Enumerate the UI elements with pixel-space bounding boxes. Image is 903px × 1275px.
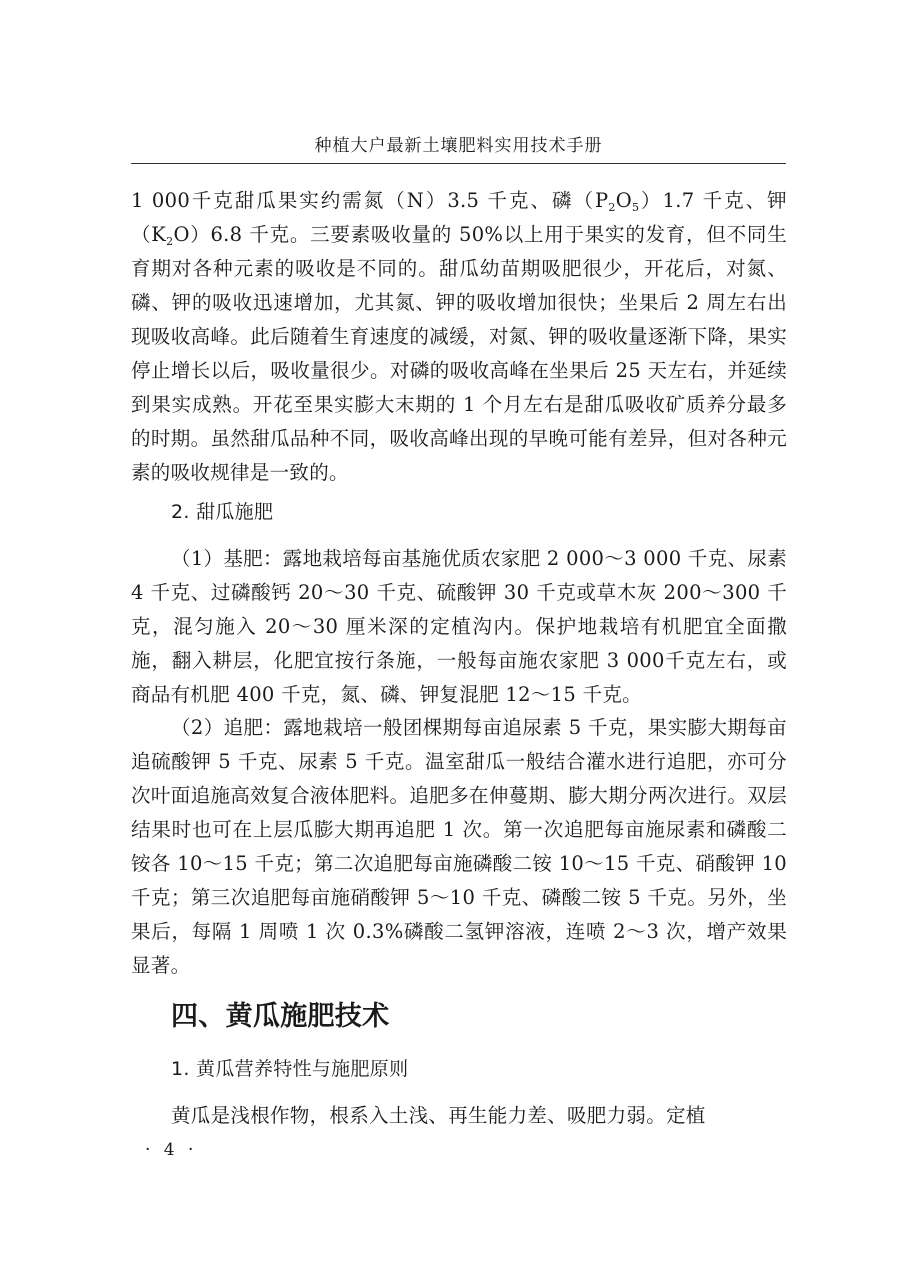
- top-dressing-text: （2）追肥：露地栽培一般团棵期每亩追尿素 5 千克，果实膨大期每亩追硫酸钾 5 千克、尿素 5 千克。温室甜瓜一般结合灌水进行追肥，亦可分次叶面追施高效复合液体肥料。追肥多在伸蔓期、膨大期分两次进行。双层结果时也可在上层瓜膨大期再追肥 1 次。第一次追肥每亩施尿素和磷酸二铵各 10～15 千克；第二次追肥每亩施磷酸二铵 10～15 千克、硝酸钾 10 千克；第三次追肥每亩施硝酸钾 5～10 千克、磷酸二铵 5 千克。另外，坐果后，每隔 1 周喷 1 次 0.3%磷酸二氢钾溶液，连喷 2～3 次，增产效果显著。: [131, 716, 787, 977]
- paragraph-base-fertilizer: [131, 542, 787, 712]
- subscript: 5: [632, 201, 640, 214]
- text-run: O: [615, 189, 633, 212]
- melon-uptake-text: [131, 184, 787, 490]
- text-run: 1 000千克甜瓜果实约需氮（N）3.5 千克、磷（P: [131, 189, 609, 212]
- text-run: O）6.8 千克。三要素吸收量的 50%以上用于果实的发育，但不同生育期对各种元素的吸收是不同的。甜瓜幼苗期吸肥很少，开花后，对氮、磷、钾的吸收迅速增加，尤其氮、钾的吸收增加很快；坐果后 2 周左右出现吸收高峰。此后随着生育速度的减缓，对氮、钾的吸收量逐渐下降，果实停止增长以后，吸收量很少。对磷的吸收高峰在坐果后 25 天左右，并延续到果实成熟。开花至果实膨大末期的 1 个月左右是甜瓜吸收矿质养分最多的时期。虽然甜瓜品种不同，吸收高峰出现的早晚可能有差异，但对各种元素的吸收规律是一致的。: [131, 223, 787, 484]
- page-number: · 4 ·: [145, 1140, 198, 1160]
- header-rule: [131, 163, 786, 164]
- paragraph-melon-uptake: [131, 184, 787, 490]
- base-fertilizer-text: （1）基肥：露地栽培每亩基施优质农家肥 2 000～3 000 千克、尿素 4 千克、过磷酸钙 20～30 千克、硫酸钾 30 千克或草木灰 200～300 千克，混匀施入 20～30 厘米深的定植沟内。保护地栽培有机肥宜全面撒施，翻入耕层，化肥宜按行条施，一般每亩施农家肥 3 000千克左右，或商品有机肥 400 千克，氮、磷、钾复混肥 12～15 千克。: [131, 547, 787, 706]
- section-heading-text: 四、黄瓜施肥技术: [171, 1001, 390, 1032]
- paragraph-top-dressing: [131, 711, 787, 983]
- section-heading-cucumber: [171, 1000, 787, 1034]
- subscript: 2: [608, 201, 616, 214]
- subheading-text: 2. 甜瓜施肥: [171, 501, 274, 523]
- subheading-text: 1. 黄瓜营养特性与施肥原则: [171, 1058, 409, 1080]
- subheading-melon-fertilization: [171, 495, 787, 529]
- running-header: 种植大户最新土壤肥料实用技术手册: [314, 136, 603, 156]
- paragraph-cucumber: [131, 1099, 787, 1133]
- text-run: ）1.7 千克、钾（K: [131, 189, 787, 246]
- subscript: 2: [166, 235, 174, 248]
- cucumber-text: 黄瓜是浅根作物，根系入土浅、再生能力差、吸肥力弱。定植: [171, 1104, 706, 1127]
- subheading-cucumber-nutrition: [171, 1052, 787, 1086]
